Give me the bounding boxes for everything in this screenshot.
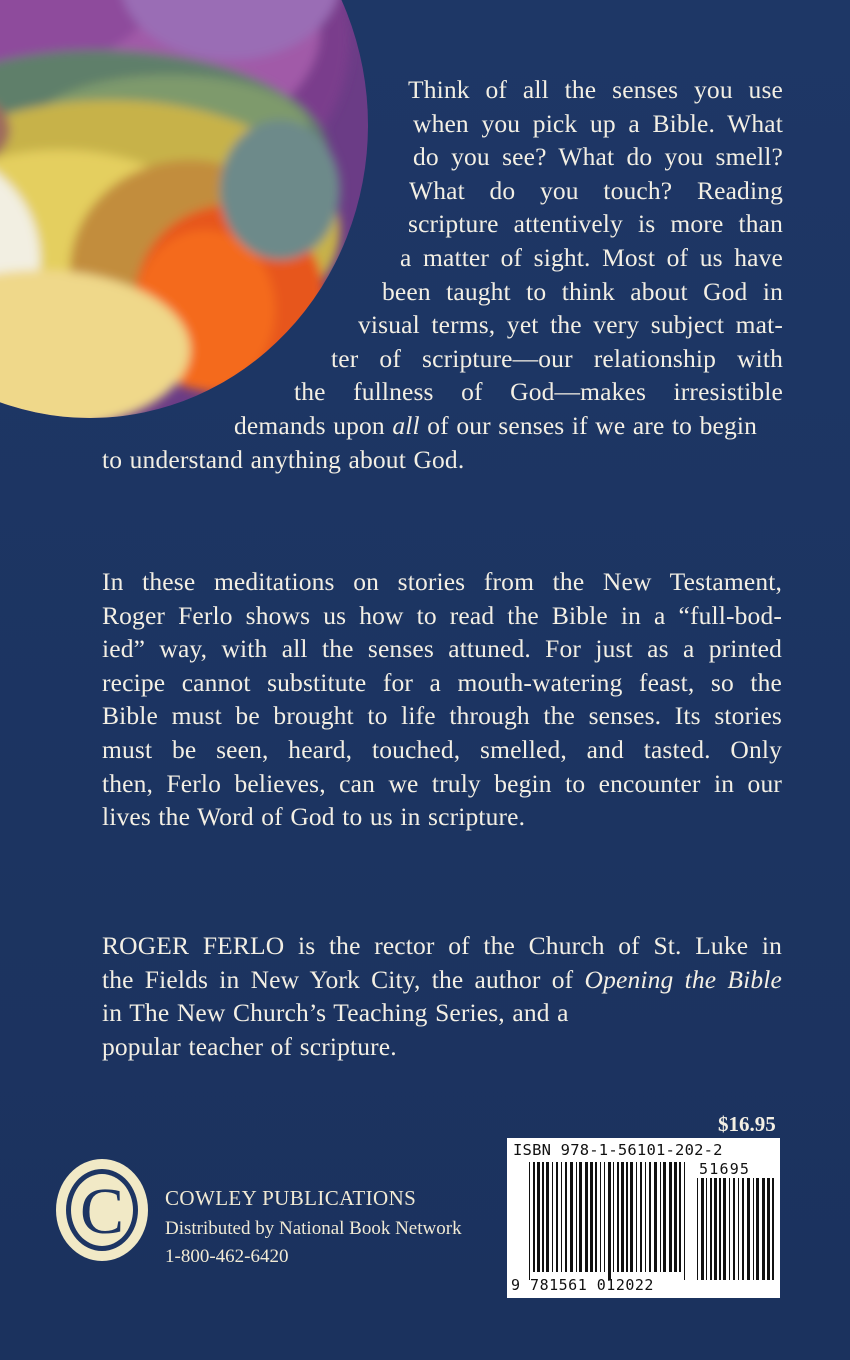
barcode-bar [767, 1178, 770, 1280]
blurb-line: demands upon all of our senses if we are to begin [234, 410, 758, 440]
barcode-bar [556, 1162, 558, 1272]
barcode-bar [738, 1178, 739, 1280]
blurb-line: the fullness of God—makes irresistible [294, 377, 783, 407]
barcode-bar [579, 1162, 582, 1272]
barcode-bar [674, 1162, 677, 1272]
barcode-bar [585, 1162, 588, 1272]
barcode-bar [663, 1162, 666, 1272]
blurb-line: a matter of sight. Most of us have [400, 242, 783, 272]
logo-letter: C [79, 1175, 125, 1248]
blurb-line: Roger Ferlo shows us how to read the Bible in a “full-bod- [102, 600, 782, 630]
barcode-bar [719, 1178, 721, 1280]
barcode-bar [636, 1162, 637, 1272]
barcode-bar [684, 1162, 685, 1280]
barcode-bar [747, 1178, 750, 1280]
barcode-bar [576, 1162, 577, 1272]
barcode-bar [529, 1162, 530, 1280]
barcode-bar [621, 1162, 624, 1272]
barcode-addon: 51695 [699, 1160, 751, 1178]
blurb-line: Think of all the senses you use [408, 75, 783, 104]
barcode-bar [753, 1178, 754, 1280]
barcode-bar [723, 1178, 726, 1280]
barcode-bar [654, 1162, 657, 1272]
barcode-bar [595, 1162, 597, 1272]
barcode-bar [714, 1178, 717, 1280]
barcode-bar [710, 1178, 712, 1280]
bio-line: in The New Church’s Teaching Series, and a [102, 998, 569, 1028]
blurb-line: to understand anything about God. [102, 444, 465, 474]
barcode-bar [600, 1162, 601, 1272]
barcode-bar [742, 1178, 744, 1280]
blurb-line: ied” way, with all the senses attuned. For just as a printed [102, 634, 782, 664]
bio-line: the Fields in New York City, the author of Opening the Bible [102, 964, 782, 994]
barcode-bar [613, 1162, 614, 1272]
ean-number: 9 781561 012022 [511, 1276, 654, 1294]
barcode-bar [669, 1162, 672, 1272]
barcode-bar [546, 1162, 549, 1272]
blurb-line: lives the Word of God to us in scripture. [102, 802, 526, 832]
blurb-line: been taught to think about God in [382, 276, 783, 306]
emphasis-all: all [392, 410, 420, 440]
barcode-bar [590, 1162, 593, 1272]
blurb-line: scripture attentively is more than [408, 209, 783, 239]
blurb-paragraph-2 [102, 565, 782, 834]
bio-line: ROGER FERLO is the rector of the Church of St. Luke in [102, 931, 782, 960]
blurb-paragraph-1 [0, 73, 783, 476]
barcode-bar [772, 1178, 774, 1280]
blurb-line: must be seen, heard, touched, smelled, and tasted. Only [102, 734, 782, 764]
barcode [507, 1138, 780, 1298]
barcode-bar [701, 1178, 704, 1280]
barcode-bar [604, 1162, 605, 1272]
barcode-bar [552, 1162, 553, 1272]
barcode-bar [645, 1162, 646, 1272]
barcode-bar [630, 1162, 633, 1272]
barcode-bar [533, 1162, 535, 1272]
barcode-bar [762, 1178, 765, 1280]
distributor-line: Distributed by National Book Network [165, 1218, 462, 1239]
barcode-bar [697, 1178, 698, 1280]
book-title: Opening the Bible [584, 964, 782, 994]
blurb-line: Bible must be brought to life through the senses. Its stories [102, 701, 782, 731]
blurb-line: do you see? What do you smell? [413, 142, 783, 172]
blurb-line: then, Ferlo believes, can we truly begin to encounter in our [102, 768, 782, 798]
barcode-bar [537, 1162, 540, 1272]
barcode-bar [706, 1178, 707, 1280]
blurb-line: when you pick up a Bible. What [413, 108, 783, 138]
barcode-bar [626, 1162, 628, 1272]
publisher-phone: 1-800-462-6420 [165, 1246, 289, 1267]
publisher-logo-icon [52, 1155, 152, 1265]
barcode-bar [565, 1162, 567, 1272]
barcode-bar [729, 1178, 730, 1280]
isbn-number: ISBN 978-1-56101-202-2 [513, 1141, 723, 1159]
barcode-bar [640, 1162, 642, 1272]
barcode-bar [649, 1162, 651, 1272]
blurb-line: recipe cannot substitute for a mouth-watering feast, so the [102, 667, 782, 697]
price-label: $16.95 [718, 1112, 776, 1136]
blurb-line: What do you touch? Reading [409, 175, 783, 205]
barcode-bar [570, 1162, 573, 1272]
barcode-bar [660, 1162, 661, 1272]
barcode-bar [561, 1162, 562, 1272]
barcode-bar [542, 1162, 544, 1272]
blurb-line: In these meditations on stories from the New Testament, [102, 567, 782, 596]
publisher-name: COWLEY PUBLICATIONS [165, 1186, 417, 1210]
blurb-line: ter of scripture—our relationship with [331, 343, 783, 373]
barcode-bar [617, 1162, 619, 1272]
author-bio [102, 929, 782, 1063]
barcode-bar [733, 1178, 735, 1280]
barcode-bar [756, 1178, 759, 1280]
barcode-bar [608, 1162, 611, 1280]
barcode-bar [679, 1162, 681, 1272]
bio-line: popular teacher of scripture. [102, 1031, 397, 1061]
blurb-line: visual terms, yet the very subject mat- [358, 310, 783, 340]
